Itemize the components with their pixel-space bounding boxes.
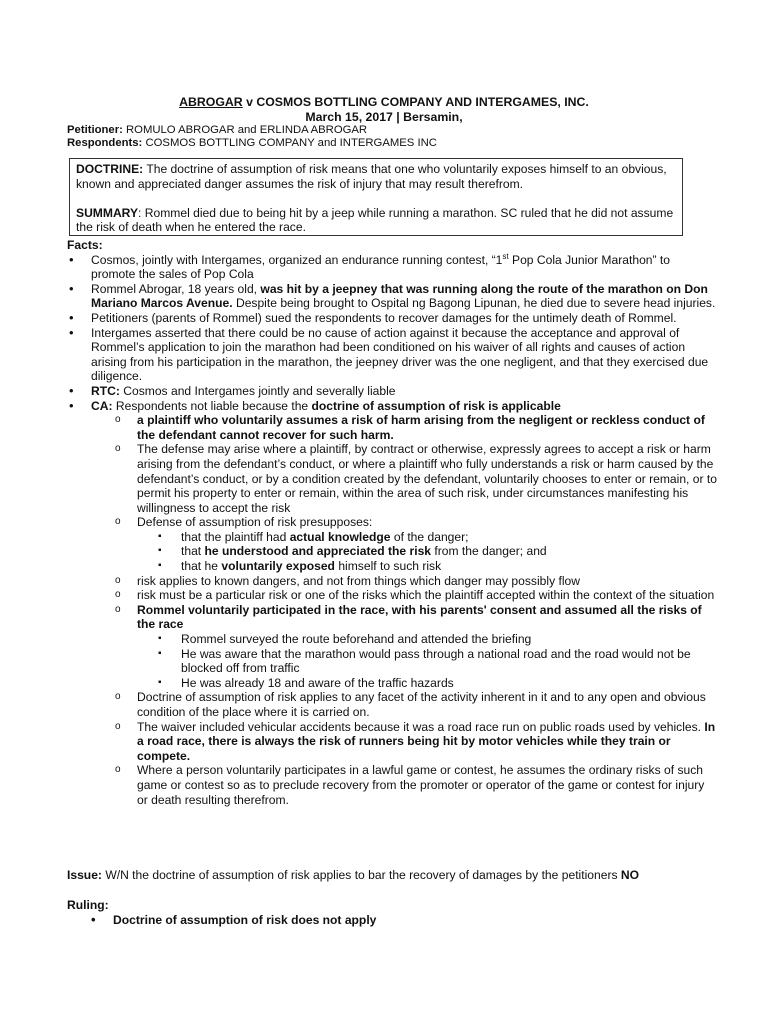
ca-subitem (115, 515, 717, 573)
summary-paragraph (76, 206, 676, 235)
fact-text: Rommel Abrogar, 18 years old, (91, 281, 261, 296)
ca-subitem: o Doctrine of assumption of risk applies to any facet of the activity inherent in it and to any open and obvious condition of the place where it is carried on. (115, 690, 717, 719)
ca-label: CA: (91, 398, 113, 413)
item-text: of the danger; (390, 529, 469, 544)
presupposes-item (158, 559, 717, 574)
ruling-item: • Doctrine of assumption of risk does not apply (91, 913, 691, 928)
fact-bold-text: was hit by a jeepney that was running along the route of the marathon on Don Mariano Marcos Avenue. (91, 281, 708, 311)
summary-text: : Rommel died due to being hit by a jeep while running a marathon. SC ruled that he did not assume the risk of death when he entered the race. (76, 205, 674, 235)
item-text: that (181, 544, 205, 559)
fact-text: Despite being brought to Ospital ng Bagong Lipunan, he died due to severe head injuries. (232, 296, 716, 311)
facts-list (67, 253, 717, 808)
rommel-facts-list (137, 632, 717, 690)
ruling-heading: Ruling: (67, 898, 109, 912)
doctrine-label: DOCTRINE: (76, 162, 144, 176)
doctrine-text: The doctrine of assumption of risk means that one who voluntarily exposes himself to an obvious, known and appreciated danger assumes the risk of injury that may result therefrom. (76, 162, 667, 191)
item-text: from the danger; and (431, 544, 547, 559)
presupposes-list (137, 530, 717, 574)
item-text: himself to such risk (334, 559, 442, 574)
fact-text: Pop Cola Junior Marathon” to promote the sales of Pop Cola (91, 252, 670, 282)
ca-subitem-text: Defense of assumption of risk presupposes: (137, 515, 373, 530)
fact-item: • Intergames asserted that there could be no cause of action against it because the acceptance and approval of Rommel’s application to join the marathon had been conditioned on his waiver of all rights and causes of action arising from his participation in the marathon, the jeepney driver was the one negligent, and that they exercised due diligence. (67, 326, 717, 384)
ca-subitem: o risk applies to known dangers, and not from things which danger may possibly flow (115, 574, 717, 589)
petitioner-line (67, 124, 707, 137)
ca-subitem-text: a plaintiff who voluntarily assumes a risk of harm arising from the negligent or reckless conduct of the defendant cannot recover for such harm. (137, 413, 705, 442)
petitioner-value: ROMULO ABROGAR and ERLINDA ABROGAR (122, 124, 368, 136)
ca-subitem: o The defense may arise where a plaintiff, by contract or otherwise, expressly agrees to accept a risk or harm arising from the defendant’s conduct, or where a plaintiff who fully understands a risk or harm caused by the defendant’s conduct, or by a condition created by the defendant, voluntarily chooses to enter or remain, or to permit his property to enter or remain, within the area of such risk, under circumstances manifesting his willingness to accept the risk (115, 442, 717, 515)
ca-sublist (91, 413, 717, 807)
ca-text: Respondents not liable because the (112, 398, 312, 413)
rommel-fact-item: ▪ Rommel surveyed the route beforehand and attended the briefing (158, 632, 717, 647)
ca-subitem (115, 720, 717, 764)
fact-item (67, 282, 717, 311)
presupposes-item (158, 530, 717, 545)
case-title-rest: v COSMOS BOTTLING COMPANY AND INTERGAMES, INC. (242, 95, 589, 109)
case-date-line: March 15, 2017 | Bersamin, (305, 110, 463, 124)
ca-subitem (115, 603, 717, 691)
doctrine-summary-box (69, 158, 683, 236)
item-bold-text: actual knowledge (289, 529, 391, 544)
summary-label: SUMMARY (76, 205, 139, 220)
fact-text: Cosmos, jointly with Intergames, organized an endurance running contest, “1 (91, 252, 503, 267)
item-text: that he (181, 559, 222, 574)
doctrine-paragraph (76, 162, 676, 191)
ruling-list (91, 913, 691, 928)
fact-item (67, 253, 717, 282)
ruling-section (91, 913, 691, 928)
ca-subitem (115, 413, 717, 442)
fact-item-rtc (67, 384, 717, 399)
ca-subitem-text: Rommel voluntarily participated in the race, with his parents' consent and assumed all the risks of the race (137, 602, 702, 632)
case-title-petitioner: ABROGAR (179, 95, 243, 109)
issue-line (67, 868, 717, 883)
issue-label: Issue: (67, 868, 102, 882)
item-bold-text: he understood and appreciated the risk (204, 544, 432, 559)
rtc-label: RTC: (91, 383, 120, 398)
parties-block (67, 124, 707, 151)
item-text: that the plaintiff had (181, 529, 290, 544)
ca-subitem: o Where a person voluntarily participates in a lawful game or contest, he assumes the ordinary risks of such game or contest so as to preclude recovery from the promoter or operator of the game or contest for injury or death resulting therefrom. (115, 763, 717, 807)
facts-heading: Facts: (67, 238, 103, 252)
ca-subitem-bold-text: In a road race, there is always the risk of runners being hit by motor vehicles while they train or compete. (137, 719, 716, 763)
ca-bold-text: doctrine of assumption of risk is applicable (311, 398, 561, 413)
issue-answer: NO (620, 868, 640, 882)
facts-section (67, 238, 717, 807)
rommel-fact-item: ▪ He was aware that the marathon would pass through a national road and the road would not be blocked off from traffic (158, 647, 717, 676)
fact-superscript: st (502, 251, 509, 261)
ca-subitem-text: The waiver included vehicular accidents because it was a road race run on public roads used by vehicles. (137, 719, 705, 734)
issue-text: W/N the doctrine of assumption of risk applies to bar the recovery of damages by the petitioners (101, 868, 621, 882)
rtc-text: Cosmos and Intergames jointly and severally liable (119, 383, 396, 398)
respondents-value: COSMOS BOTTLING COMPANY and INTERGAMES INC (142, 137, 437, 150)
respondents-line (67, 137, 707, 150)
fact-item-ca (67, 399, 717, 808)
rommel-fact-item: ▪ He was already 18 and aware of the traffic hazards (158, 676, 717, 691)
fact-item: • Petitioners (parents of Rommel) sued the respondents to recover damages for the untimely death of Rommel. (67, 311, 717, 326)
item-bold-text: voluntarily exposed (221, 559, 335, 574)
presupposes-item (158, 544, 717, 559)
case-title (0, 95, 768, 110)
respondents-label: Respondents: (67, 137, 143, 150)
ca-subitem: o risk must be a particular risk or one of the risks which the plaintiff accepted within the context of the situation (115, 588, 717, 603)
petitioner-label: Petitioner: (67, 124, 123, 136)
